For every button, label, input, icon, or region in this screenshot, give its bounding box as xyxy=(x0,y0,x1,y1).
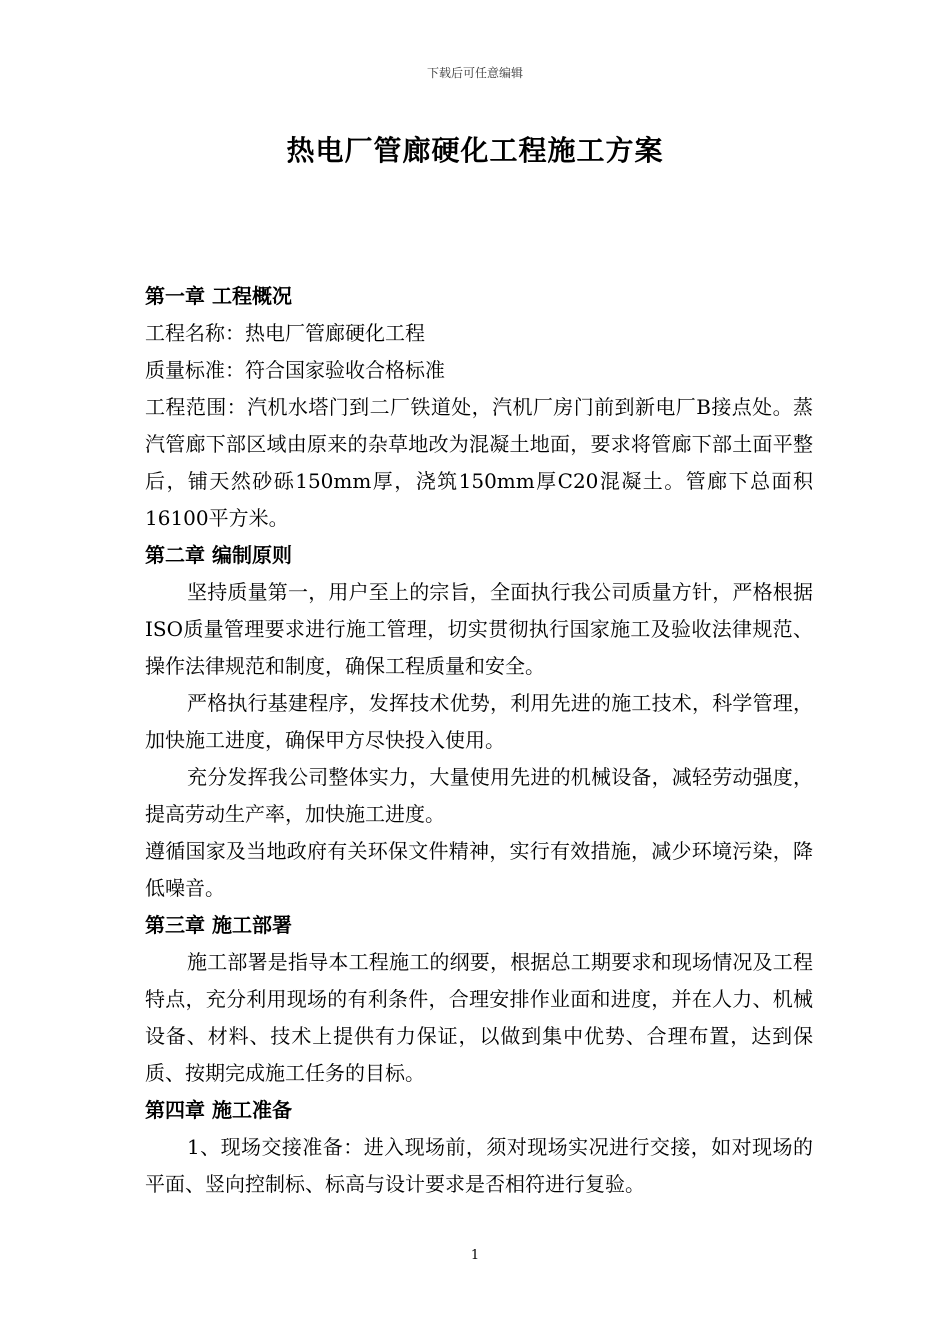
body-paragraph: 充分发挥我公司整体实力，大量使用先进的机械设备，减轻劳动强度，提高劳动生产率，加快施工进度。 xyxy=(145,765,813,826)
section-project-overview xyxy=(145,278,813,537)
project-scope-paragraph: 工程范围：汽机水塔门到二厂铁道处，汽机厂房门前到新电厂B接点处。蒸汽管廊下部区域由原来的杂草地改为混凝土地面，要求将管廊下部土面平整后，铺天然砂砾150mm厚，浇筑150mm厚C20混凝土。管廊下总面积16100平方米。 xyxy=(145,395,813,530)
header-note: 下载后可任意编辑 xyxy=(426,66,523,80)
body-paragraph: 严格执行基建程序，发挥技术优势，利用先进的施工技术，科学管理，加快施工进度，确保甲方尽快投入使用。 xyxy=(145,691,813,752)
project-name-line: 工程名称：热电厂管廊硬化工程 xyxy=(145,321,425,345)
body-paragraph: 施工部署是指导本工程施工的纲要，根据总工期要求和现场情况及工程特点，充分利用现场的有利条件，合理安排作业面和进度，并在人力、机械设备、材料、技术上提供有力保证，以做到集中优势、合理布置，达到保质、按期完成施工任务的目标。 xyxy=(145,950,813,1085)
chapter-heading: 第一章 工程概况 xyxy=(145,284,292,308)
section-compilation-principles xyxy=(145,537,813,907)
chapter-heading: 第二章 编制原则 xyxy=(145,543,292,567)
chapter-heading: 第四章 施工准备 xyxy=(145,1098,292,1122)
body-paragraph: 遵循国家及当地政府有关环保文件精神，实行有效措施，减少环境污染，降低噪音。 xyxy=(145,839,813,900)
page-number: 1 xyxy=(470,1248,480,1263)
section-construction-deployment xyxy=(145,907,813,1092)
chapter-heading: 第三章 施工部署 xyxy=(145,913,292,937)
body-paragraph: 1、现场交接准备：进入现场前，须对现场实况进行交接，如对现场的平面、竖向控制标、标高与设计要求是否相符进行复验。 xyxy=(145,1135,813,1196)
document-title: 热电厂管廊硬化工程施工方案 xyxy=(286,134,664,167)
section-construction-preparation xyxy=(145,1092,813,1203)
document-body xyxy=(145,278,813,1203)
body-paragraph: 坚持质量第一，用户至上的宗旨，全面执行我公司质量方针，严格根据ISO质量管理要求进行施工管理，切实贯彻执行国家施工及验收法律规范、操作法律规范和制度，确保工程质量和安全。 xyxy=(145,580,813,678)
quality-standard-line: 质量标准：符合国家验收合格标准 xyxy=(145,358,445,382)
